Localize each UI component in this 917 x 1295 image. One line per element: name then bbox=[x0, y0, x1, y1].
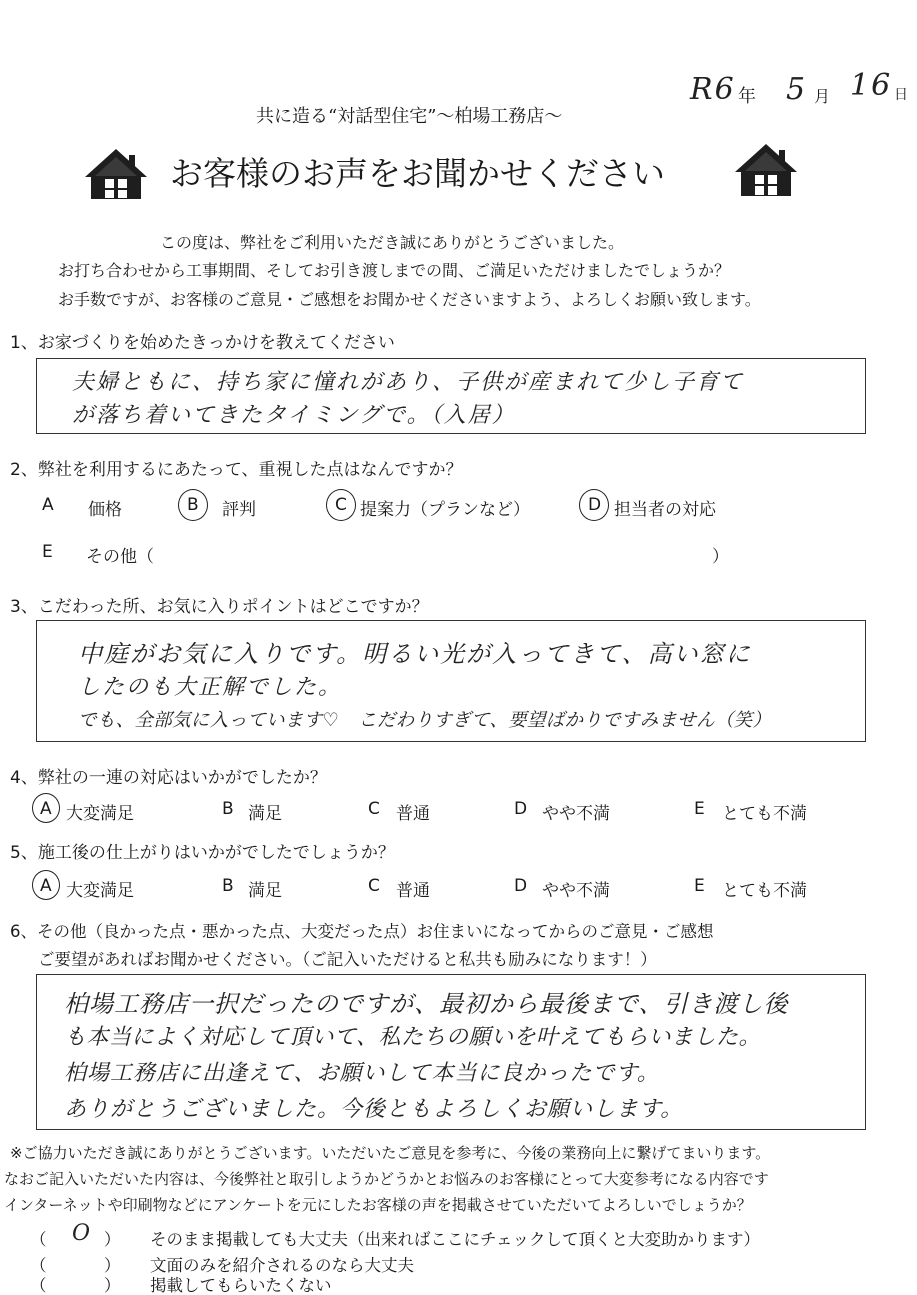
q5-option-d-letter: D bbox=[514, 876, 528, 896]
page-subtitle: 共に造る“対話型住宅”〜柏場工務店〜 bbox=[256, 106, 563, 127]
footer-note-1: ※ご協力いただき誠にありがとうございます。いただいたご意見を参考に、今後の業務向上に繋げてまいります。 bbox=[10, 1144, 771, 1162]
q6-question-line-1: 6、その他（良かった点・悪かった点、大変だった点）お住まいになってからのご意見・ご感想 bbox=[10, 922, 714, 941]
q2-option-d-letter: D bbox=[588, 495, 602, 515]
page-title: お客様のお声をお聞かせください bbox=[170, 154, 665, 193]
q4-option-d-label: やや不満 bbox=[542, 804, 610, 824]
q6-answer-line-3: 柏場工務店に出逢えて、お願いして本当に良かったです。 bbox=[64, 1061, 660, 1086]
q2-question: 2、弊社を利用するにあたって、重視した点はなんですか？ bbox=[10, 460, 463, 480]
q2-option-a-letter: A bbox=[42, 495, 54, 515]
q2-option-e-close: ） bbox=[712, 547, 729, 567]
q1-answer-line-1: 夫婦ともに、持ち家に憧れがあり、子供が産まれて少し子育て bbox=[72, 370, 745, 395]
footer-note-3: インターネットや印刷物などにアンケートを元にしたお客様の声を掲載させていただいてよろしいでしょうか？ bbox=[4, 1196, 752, 1214]
q2-option-a-label: 価格 bbox=[88, 500, 122, 520]
q3-answer-line-1: 中庭がお気に入りです。明るい光が入ってきて、高い窓に bbox=[78, 640, 752, 668]
q4-option-a-letter: A bbox=[40, 799, 52, 819]
q1-question: 1、お家づくりを始めたきっかけを教えてください bbox=[10, 333, 395, 353]
q4-option-e-label: とても不満 bbox=[722, 804, 807, 824]
q2-option-e-letter: E bbox=[42, 542, 53, 562]
q5-option-c-label: 普通 bbox=[396, 881, 430, 901]
q5-question: 5、施工後の仕上がりはいかがでしたでしょうか？ bbox=[10, 843, 395, 863]
q6-answer-line-2: も本当によく対応して頂いて、私たちの願いを叶えてもらいました。 bbox=[64, 1025, 762, 1050]
consent-choice-1-paren-open: （ bbox=[30, 1230, 47, 1249]
q2-option-c-label: 提案力（プランなど） bbox=[360, 500, 530, 520]
q3-answer-line-3: でも、全部気に入っています♡ こだわりすぎて、要望ばかりですみません（笑） bbox=[78, 710, 772, 731]
date-month-unit: 月 bbox=[814, 87, 831, 106]
date-day-unit: 日 bbox=[894, 87, 908, 103]
date-day: 16 bbox=[850, 68, 893, 103]
intro-line-1: この度は、弊社をご利用いただき誠にありがとうございました。 bbox=[160, 233, 625, 252]
q5-option-e-label: とても不満 bbox=[722, 881, 807, 901]
q5-option-b-letter: B bbox=[222, 876, 234, 896]
q4-question: 4、弊社の一連の対応はいかがでしたか？ bbox=[10, 768, 327, 788]
consent-choice-3-paren-close: ） bbox=[104, 1276, 121, 1295]
q4-option-c-letter: C bbox=[368, 799, 380, 819]
q6-question-line-2: ご要望があればお聞かせください。（ご記入いただけると私共も励みになります！） bbox=[38, 950, 657, 969]
q1-answer-line-2: が落ち着いてきたタイミングで。（入居） bbox=[72, 403, 516, 428]
date-year: R6 bbox=[690, 72, 736, 107]
consent-choice-3-paren-open: （ bbox=[30, 1276, 47, 1295]
consent-choice-2-label: 文面のみを紹介されるのなら大丈夫 bbox=[150, 1256, 414, 1275]
q2-option-b-letter: B bbox=[187, 495, 199, 515]
house-icon bbox=[83, 147, 149, 201]
q4-option-c-label: 普通 bbox=[396, 804, 430, 824]
q2-option-d-label: 担当者の対応 bbox=[614, 500, 716, 520]
q4-option-d-letter: D bbox=[514, 799, 528, 819]
consent-choice-2-mark[interactable] bbox=[72, 1252, 92, 1270]
q4-option-b-label: 満足 bbox=[248, 804, 282, 824]
q4-option-e-letter: E bbox=[694, 799, 705, 819]
q3-answer-line-2: したのも大正解でした。 bbox=[78, 675, 343, 700]
q6-answer-line-1: 柏場工務店一択だったのですが、最初から最後まで、引き渡し後 bbox=[64, 990, 789, 1018]
q5-option-a-letter: A bbox=[40, 876, 52, 896]
intro-line-3: お手数ですが、お客様のご意見・ご感想をお聞かせくださいますよう、よろしくお願い致します。 bbox=[58, 290, 761, 309]
date-year-unit: 年 bbox=[738, 86, 756, 107]
q2-option-e-label: その他（ bbox=[86, 547, 154, 567]
q2-option-b-label: 評判 bbox=[222, 500, 256, 520]
consent-choice-2-paren-open: （ bbox=[30, 1256, 47, 1275]
q4-option-a-label: 大変満足 bbox=[66, 804, 134, 824]
q5-option-c-letter: C bbox=[368, 876, 380, 896]
q5-option-b-label: 満足 bbox=[248, 881, 282, 901]
consent-choice-1-paren-close: ） bbox=[104, 1230, 121, 1249]
house-icon bbox=[733, 142, 799, 198]
q4-option-b-letter: B bbox=[222, 799, 234, 819]
footer-note-2: なおご記入いただいた内容は、今後弊社と取引しようかどうかとお悩みのお客様にとって大変参考になる内容です bbox=[4, 1170, 769, 1188]
q6-answer-line-4: ありがとうございました。今後ともよろしくお願いします。 bbox=[64, 1097, 684, 1122]
consent-choice-1-mark[interactable]: O bbox=[72, 1221, 93, 1246]
q5-option-d-label: やや不満 bbox=[542, 881, 610, 901]
q2-option-c-letter: C bbox=[335, 495, 347, 515]
q5-option-a-label: 大変満足 bbox=[66, 881, 134, 901]
q5-option-e-letter: E bbox=[694, 876, 705, 896]
q3-question: 3、こだわった所、お気に入りポイントはどこですか？ bbox=[10, 597, 429, 617]
consent-choice-3-label: 掲載してもらいたくない bbox=[150, 1276, 332, 1295]
consent-choice-2-paren-close: ） bbox=[104, 1256, 121, 1275]
date-month: 5 bbox=[786, 72, 808, 107]
consent-choice-3-mark[interactable] bbox=[72, 1272, 92, 1290]
consent-choice-1-label: そのまま掲載しても大丈夫（出来ればここにチェックして頂くと大変助かります） bbox=[150, 1230, 761, 1249]
intro-line-2: お打ち合わせから工事期間、そしてお引き渡しまでの間、ご満足いただけましたでしょうか？ bbox=[58, 261, 731, 280]
